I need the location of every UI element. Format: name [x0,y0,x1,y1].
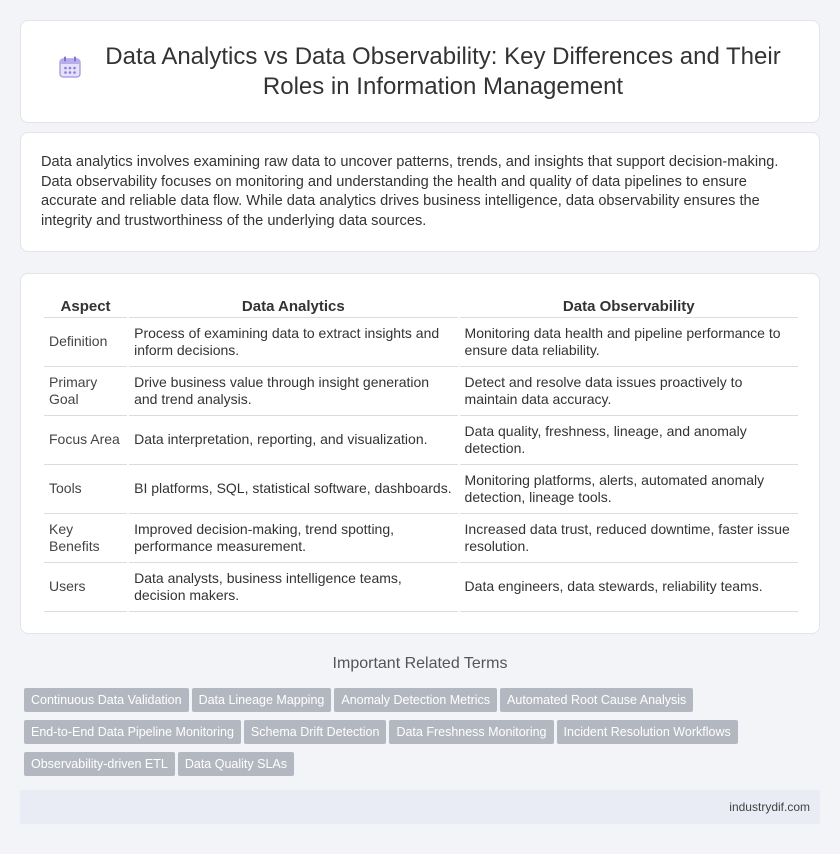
title-wrap [57,42,783,102]
row-observability: Monitoring data health and pipeline performance to ensure data reliability. [460,318,798,367]
related-terms-title: Important Related Terms [332,655,508,672]
table-row [44,465,798,514]
row-analytics: BI platforms, SQL, statistical software, dashboards. [129,465,457,514]
related-tag[interactable]: Automated Root Cause Analysis [500,688,693,712]
title-card [20,20,820,123]
row-observability: Increased data trust, reduced downtime, faster issue resolution. [460,514,798,563]
row-observability: Data quality, freshness, lineage, and anomaly detection. [460,416,798,465]
header-data-observability: Data Observability [460,293,798,318]
table-row [44,514,798,563]
row-observability: Data engineers, data stewards, reliability teams. [460,563,798,612]
row-aspect: Key Benefits [44,514,127,563]
footer [20,790,820,824]
table-row [44,563,798,612]
row-aspect: Focus Area [44,416,127,465]
comparison-table [42,293,800,612]
related-tag[interactable]: Incident Resolution Workflows [557,720,738,744]
table-row [44,318,798,367]
related-tag[interactable]: Anomaly Detection Metrics [334,688,497,712]
related-tag[interactable]: Schema Drift Detection [244,720,387,744]
row-analytics: Data analysts, business intelligence teams, decision makers. [129,563,457,612]
related-tag[interactable]: Data Freshness Monitoring [389,720,553,744]
page-title: Data Analytics vs Data Observability: Key Differences and Their Roles in Information Management [105,42,781,100]
intro-card [20,132,820,252]
related-tag[interactable]: Continuous Data Validation [24,688,189,712]
related-tag[interactable]: Data Quality SLAs [178,752,294,776]
row-analytics: Improved decision-making, trend spotting, performance measurement. [129,514,457,563]
footer-site[interactable]: industrydif.com [729,800,810,814]
related-tag[interactable]: Data Lineage Mapping [192,688,332,712]
related-tag[interactable]: End-to-End Data Pipeline Monitoring [24,720,241,744]
calendar-icon [57,54,83,80]
row-aspect: Tools [44,465,127,514]
table-header-row [44,293,798,318]
row-observability: Detect and resolve data issues proactively to maintain data accuracy. [460,367,798,416]
table-row [44,367,798,416]
row-aspect: Definition [44,318,127,367]
table-row [44,416,798,465]
intro-text: Data analytics involves examining raw data to uncover patterns, trends, and insights that support decision-making. Data observability focuses on monitoring and understanding the health and quality of data pipelines to ensure accurate and reliable data flow. While data analytics drives business intelligence, data observability ensures the integrity and trustworthiness of the underlying data sources. [41,154,779,229]
related-tag[interactable]: Observability-driven ETL [24,752,175,776]
row-aspect: Primary Goal [44,367,127,416]
row-observability: Monitoring platforms, alerts, automated anomaly detection, lineage tools. [460,465,798,514]
header-data-analytics: Data Analytics [129,293,457,318]
row-analytics: Data interpretation, reporting, and visualization. [129,416,457,465]
row-analytics: Drive business value through insight generation and trend analysis. [129,367,457,416]
related-terms-tags [24,688,824,784]
header-aspect: Aspect [44,293,127,318]
row-analytics: Process of examining data to extract insights and inform decisions. [129,318,457,367]
row-aspect: Users [44,563,127,612]
comparison-table-card [20,273,820,634]
